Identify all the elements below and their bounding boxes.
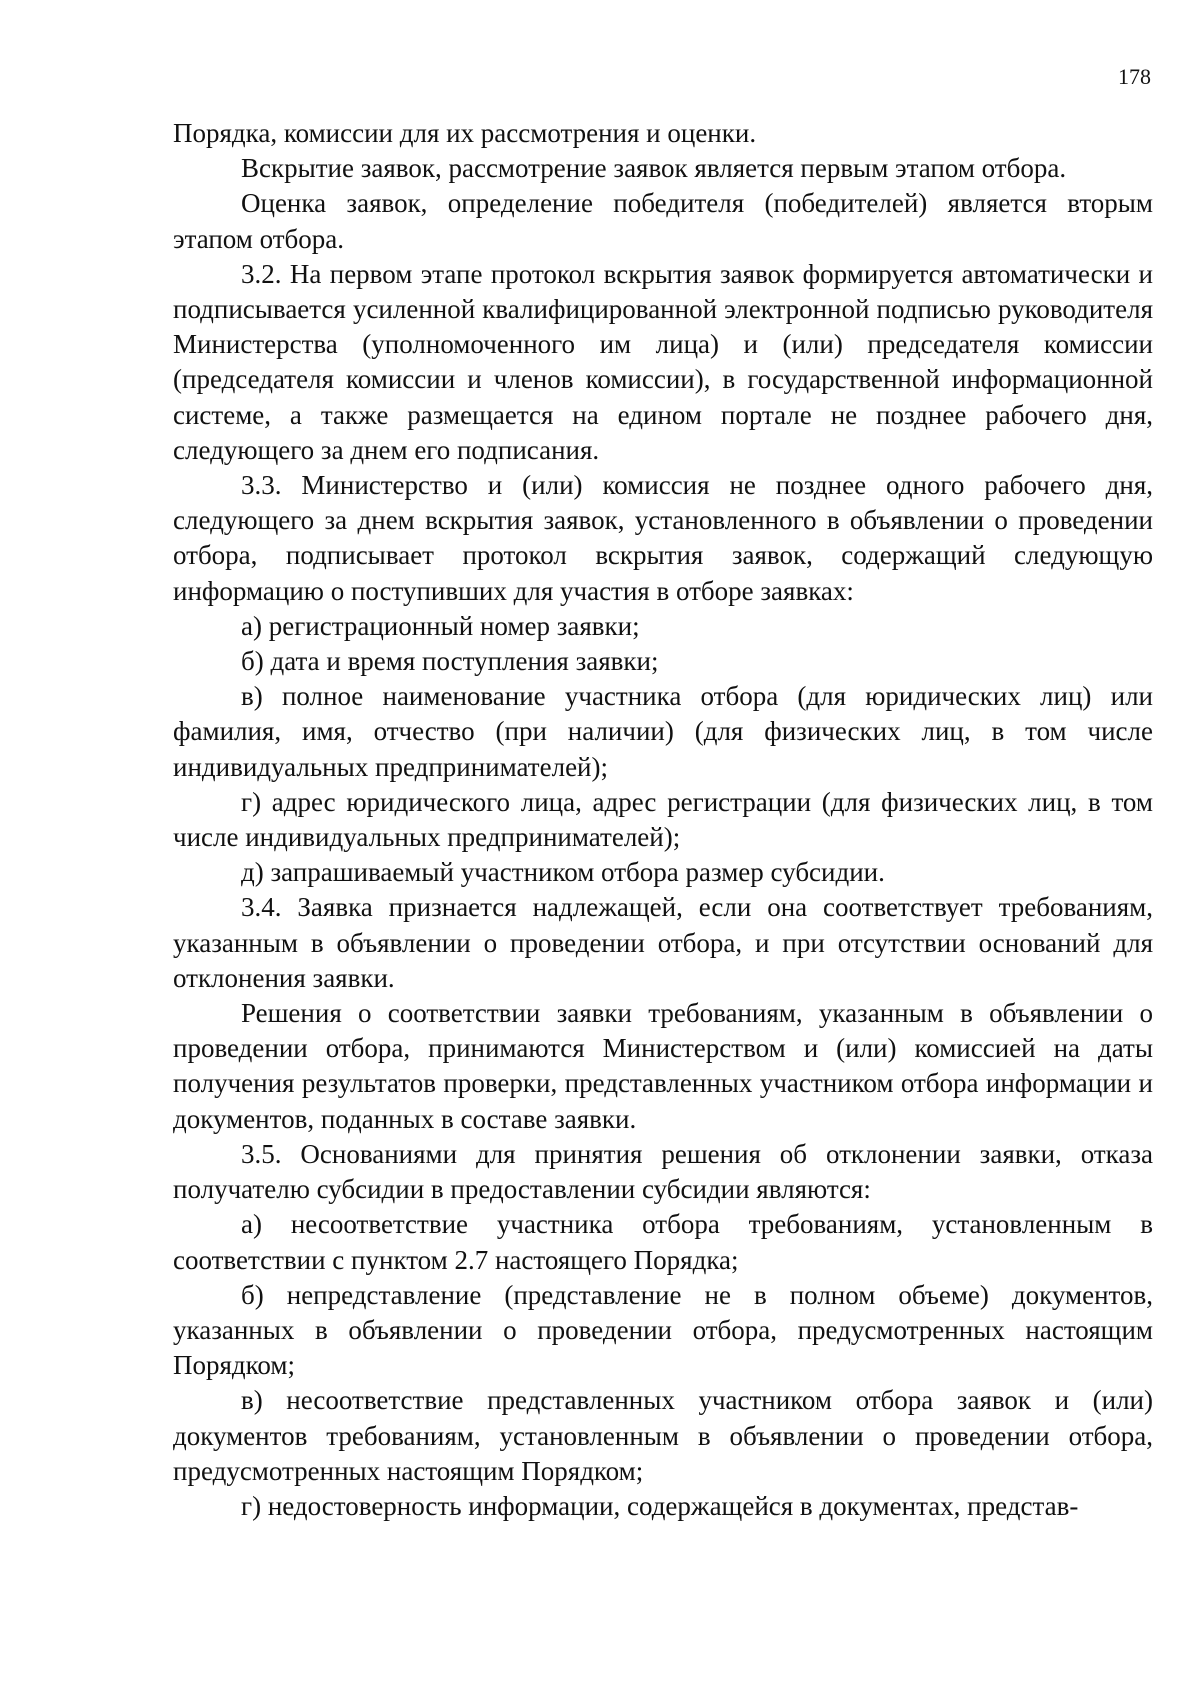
paragraph: Порядка, комиссии для их рассмотрения и оценки. xyxy=(173,118,757,148)
paragraph: 3.2. На первом этапе протокол вскрытия заявок формируется автоматически и подписывается усиленной квалифицированной электронной подписью руководителя Министерства (уполномоченного им лица) и (или) председателя комиссии (председателя комиссии и членов комиссии), в государственной информационной системе, а также размещается на едином портале не позднее рабочего дня, следующего за днем его подписания. xyxy=(173,258,1153,465)
list-item: в) полное наименование участника отбора (для юридических лиц) или фамилия, имя, отчество (при наличии) (для физических лиц, в том числе индивидуальных предпринимателей); xyxy=(173,681,1153,782)
list-item: д) запрашиваемый участником отбора размер субсидии. xyxy=(241,857,885,888)
list-item: в) несоответствие представленных участником отбора заявок и (или) документов требованиям, установленным в объявлении о проведении отбора, предусмотренных настоящим Порядком; xyxy=(173,1385,1153,1486)
document-body xyxy=(173,116,1153,1524)
paragraph: 3.5. Основаниями для принятия решения об отклонении заявки, отказа получателю субсидии в предоставлении субсидии являются: xyxy=(173,1138,1153,1205)
list-item: б) дата и время поступления заявки; xyxy=(241,646,659,677)
list-item: а) несоответствие участника отбора требованиям, установленным в соответствии с пунктом 2.7 настоящего Порядка; xyxy=(173,1209,1153,1275)
list-item: а) регистрационный номер заявки; xyxy=(241,610,640,641)
paragraph: Оценка заявок, определение победителя (победителей) является вторым этапом отбора. xyxy=(173,188,1153,254)
list-item: г) адрес юридического лица, адрес регистрации (для физических лиц, в том числе индивидуальных предпринимателей); xyxy=(173,786,1153,853)
list-item: б) непредставление (представление не в полном объеме) документов, указанных в объявлении о проведении отбора, предусмотренных настоящим Порядком; xyxy=(173,1279,1153,1381)
paragraph: 3.4. Заявка признается надлежащей, если она соответствует требованиям, указанным в объявлении о проведении отбора, и при отсутствии оснований для отклонения заявки. xyxy=(173,892,1153,993)
paragraph: Вскрытие заявок, рассмотрение заявок является первым этапом отбора. xyxy=(241,153,1067,184)
paragraph: 3.3. Министерство и (или) комиссия не позднее одного рабочего дня, следующего за днем вскрытия заявок, установленного в объявлении о проведении отбора, подписывает протокол вскрытия заявок, содержащий следующую информацию о поступивших для участия в отборе заявках: xyxy=(173,470,1153,606)
list-item: г) недостоверность информации, содержащейся в документах, представ- xyxy=(241,1490,1079,1521)
page-number: 178 xyxy=(1118,64,1151,89)
paragraph: Решения о соответствии заявки требованиям, указанным в объявлении о проведении отбора, принимаются Министерством и (или) комиссией на даты получения результатов проверки, представленных участником отбора информации и документов, поданных в составе заявки. xyxy=(173,998,1153,1134)
